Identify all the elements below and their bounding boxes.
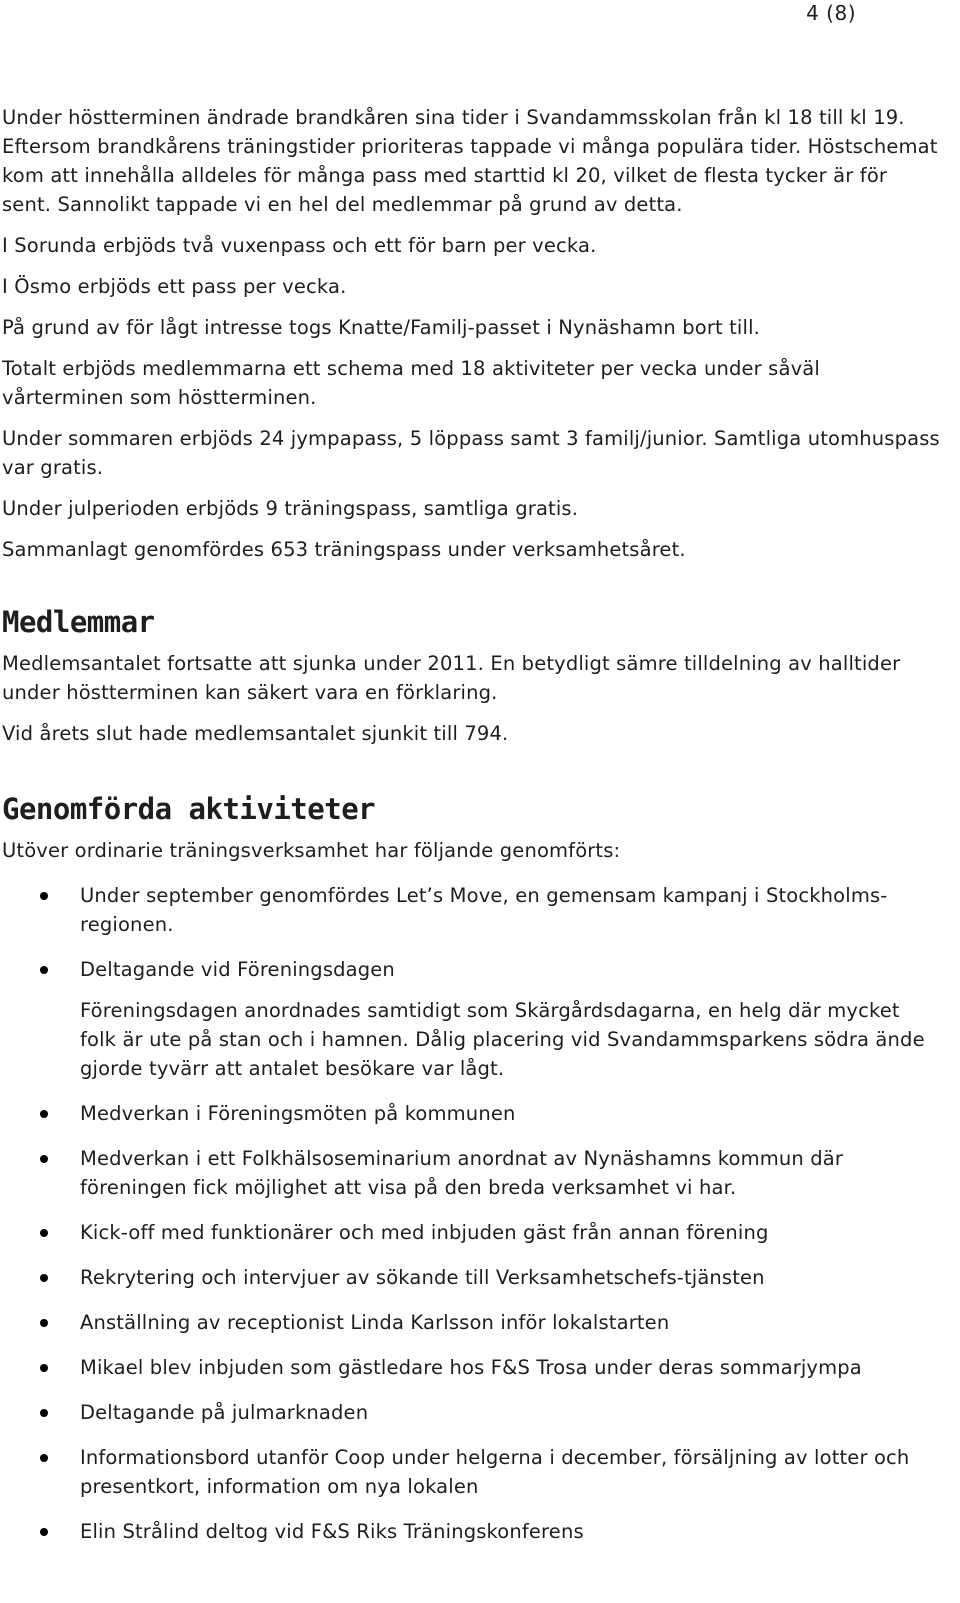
bullet-icon [40, 1454, 48, 1462]
list-item-text: Under september genomfördes Let’s Move, en gemensam kampanj i Stockholms-regionen. [80, 884, 888, 936]
list-item [2, 881, 942, 939]
list-item [2, 1517, 942, 1546]
list-item [2, 1263, 942, 1292]
bullet-icon [40, 1319, 48, 1327]
list-item [2, 1398, 942, 1427]
paragraph-nynashamn: På grund av för lågt intresse togs Knatte/Familj-passet i Nynäshamn bort till. [2, 316, 760, 339]
bullet-icon [40, 1155, 48, 1163]
paragraph-christmas: Under julperioden erbjöds 9 träningspass, samtliga gratis. [2, 497, 579, 520]
paragraph-summary: Sammanlagt genomfördes 653 träningspass under verksamhetsåret. [2, 538, 686, 561]
bullet-icon [40, 1229, 48, 1237]
list-item-text: Elin Strålind deltog vid F&S Riks Träningskonferens [80, 1520, 584, 1543]
list-item-text: Medverkan i ett Folkhälsoseminarium anordnat av Nynäshamns kommun där föreningen fick möjlighet att visa på den breda verksamhet vi har. [80, 1147, 844, 1199]
paragraph-autumn-schedule: Under höstterminen ändrade brandkåren sina tider i Svandammsskolan från kl 18 till kl 19. Eftersom brandkårens träningstider prioriteras tappade vi många populära tider. Höstschemat kom att innehålla alldeles för många pass med starttid kl 20, vilket de flesta tycker är för sent. Sannolikt tappade vi en hel del medlemmar på grund av detta. [2, 106, 938, 216]
bullet-icon [40, 1110, 48, 1118]
list-item [2, 955, 942, 1083]
heading-activities: Genomförda aktiviteter [2, 792, 376, 826]
bullet-icon [40, 892, 48, 900]
paragraph-member-decline: Medlemsantalet fortsatte att sjunka under 2011. En betydligt sämre tilldelning av halltider under höstterminen kan säkert vara en förklaring. [2, 652, 901, 704]
list-item-text: Deltagande vid Föreningsdagen [80, 958, 395, 981]
list-item [2, 1099, 942, 1128]
paragraph-total-schedule: Totalt erbjöds medlemmarna ett schema med 18 aktiviteter per vecka under såväl vårterminen som höstterminen. [2, 357, 820, 409]
bullet-icon [40, 966, 48, 974]
bullet-icon [40, 1274, 48, 1282]
activities-intro: Utöver ordinarie träningsverksamhet har följande genomförts: [2, 839, 621, 862]
list-item-text: Kick-off med funktionärer och med inbjuden gäst från annan förening [80, 1221, 769, 1244]
bullet-icon [40, 1528, 48, 1536]
paragraph-sorunda: I Sorunda erbjöds två vuxenpass och ett för barn per vecka. [2, 234, 597, 257]
list-item-text: Informationsbord utanför Coop under helgerna i december, försäljning av lotter och presentkort, information om nya lokalen [80, 1446, 910, 1498]
bullet-icon [40, 1409, 48, 1417]
document-body [2, 103, 942, 1562]
list-item [2, 1308, 942, 1337]
page-number: 4 (8) [806, 1, 856, 25]
list-item [2, 1218, 942, 1247]
list-item [2, 1353, 942, 1382]
activities-list [2, 881, 942, 1546]
list-item [2, 1443, 942, 1501]
list-item-text: Anställning av receptionist Linda Karlsson inför lokalstarten [80, 1311, 670, 1334]
list-item-subtext: Föreningsdagen anordnades samtidigt som Skärgårdsdagarna, en helg där mycket folk är ute på stan och i hamnen. Dålig placering vid Svandammsparkens södra ände gjorde tyvärr att antalet besökare var lågt. [80, 999, 925, 1080]
list-item-text: Deltagande på julmarknaden [80, 1401, 369, 1424]
paragraph-osmo: I Ösmo erbjöds ett pass per vecka. [2, 275, 347, 298]
bullet-icon [40, 1364, 48, 1372]
list-item-text: Mikael blev inbjuden som gästledare hos F&S Trosa under deras sommarjympa [80, 1356, 862, 1379]
paragraph-member-count: Vid årets slut hade medlemsantalet sjunkit till 794. [2, 722, 509, 745]
paragraph-summer: Under sommaren erbjöds 24 jympapass, 5 löppass samt 3 familj/junior. Samtliga utomhuspass var gratis. [2, 427, 940, 479]
heading-members: Medlemmar [2, 605, 155, 639]
list-item-text: Rekrytering och intervjuer av sökande till Verksamhetschefs-tjänsten [80, 1266, 765, 1289]
list-item [2, 1144, 942, 1202]
list-item-text: Medverkan i Föreningsmöten på kommunen [80, 1102, 516, 1125]
